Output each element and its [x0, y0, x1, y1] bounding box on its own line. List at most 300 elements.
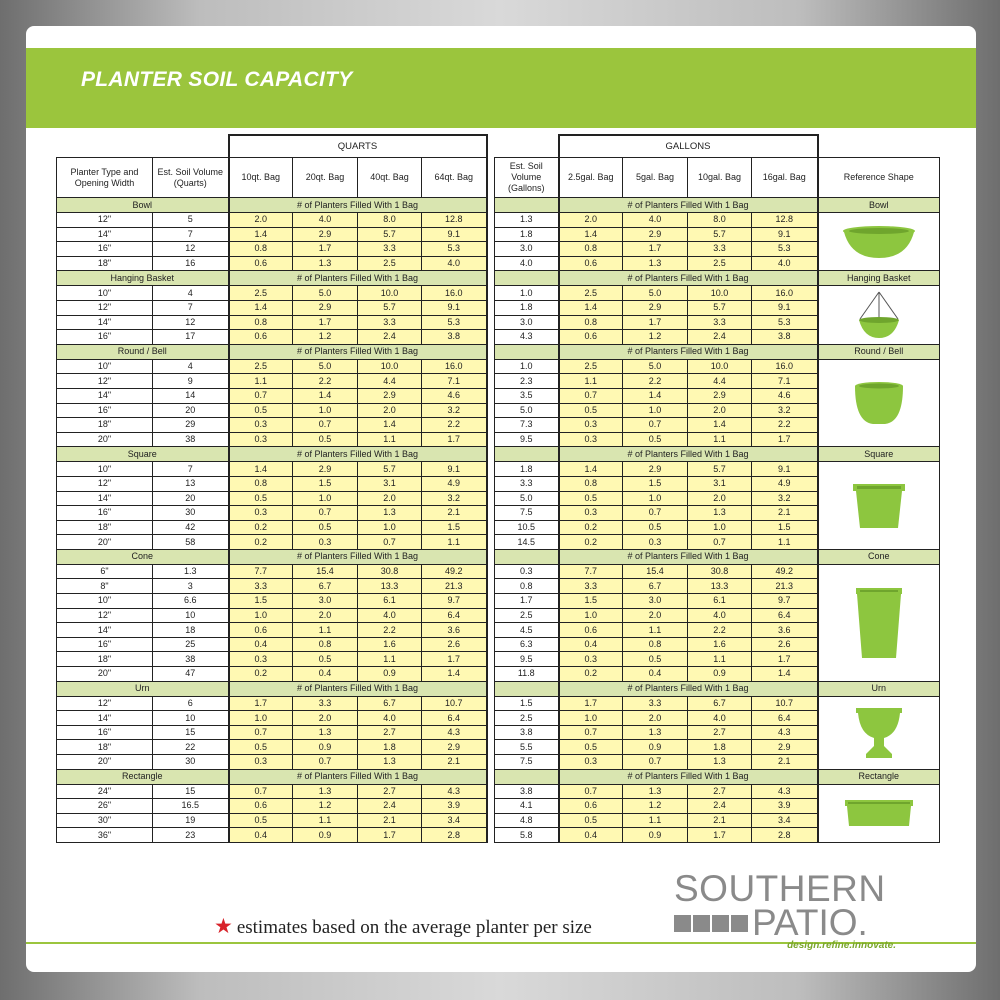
opening-width: 12": [57, 300, 153, 315]
soil-volume-gallons: 5.0: [495, 403, 559, 418]
planters-filled-quart-bag: 2.6: [422, 637, 487, 652]
reference-shape-label: Hanging Basket: [818, 271, 940, 286]
table-row: [57, 564, 940, 579]
planters-filled-gallon-bag: 2.1: [688, 813, 752, 828]
logo-icons: [674, 915, 748, 932]
soil-volume-quarts: 38: [153, 432, 229, 447]
planters-filled-quart-bag: 1.8: [358, 740, 422, 755]
planters-filled-quart-bag: 10.7: [422, 696, 487, 711]
soil-volume-gallons: 3.0: [495, 242, 559, 257]
table-row: [57, 711, 940, 726]
planters-filled-gallon-bag: 0.8: [559, 476, 623, 491]
planters-filled-gallon-bag: 1.0: [623, 491, 688, 506]
page-title: PLANTER SOIL CAPACITY: [81, 68, 353, 91]
planters-filled-gallon-bag: 2.9: [752, 740, 818, 755]
planters-filled-gallon-bag: 4.0: [688, 711, 752, 726]
opening-width: 20": [57, 667, 153, 682]
soil-volume-quarts: 6: [153, 696, 229, 711]
soil-volume-gallons: 4.3: [495, 330, 559, 345]
table-row: [57, 608, 940, 623]
soil-volume-gallons: 1.3: [495, 213, 559, 228]
planters-filled-gallon-bag: 1.6: [688, 637, 752, 652]
soil-volume-gallons: 3.5: [495, 388, 559, 403]
opening-width: 20": [57, 755, 153, 770]
planters-filled-quart-bag: 0.3: [293, 535, 358, 550]
soil-volume-gallons: 11.8: [495, 667, 559, 682]
planters-filled-quart-bag: 2.1: [422, 506, 487, 521]
col-header-qt-bag: 64qt. Bag: [422, 158, 487, 198]
planters-filled-quart-bag: 0.7: [293, 755, 358, 770]
planters-filled-gallon-bag: 0.5: [559, 813, 623, 828]
table-row: [57, 256, 940, 271]
soil-volume-gallons: 7.5: [495, 506, 559, 521]
soil-volume-gallons: 5.0: [495, 491, 559, 506]
planters-filled-quart-bag: 0.5: [229, 403, 293, 418]
soil-volume-quarts: 4: [153, 286, 229, 301]
filled-label: # of Planters Filled With 1 Bag: [559, 198, 818, 213]
planters-filled-gallon-bag: 1.2: [623, 799, 688, 814]
planters-filled-gallon-bag: 0.3: [559, 755, 623, 770]
planters-filled-quart-bag: 6.7: [358, 696, 422, 711]
planters-filled-gallon-bag: 10.7: [752, 696, 818, 711]
planters-filled-quart-bag: 2.0: [229, 213, 293, 228]
planters-filled-quart-bag: 16.0: [422, 286, 487, 301]
planters-filled-gallon-bag: 4.3: [752, 784, 818, 799]
opening-width: 16": [57, 506, 153, 521]
soil-volume-quarts: 29: [153, 418, 229, 433]
planters-filled-gallon-bag: 5.3: [752, 242, 818, 257]
planters-filled-quart-bag: 16.0: [422, 359, 487, 374]
planters-filled-gallon-bag: 4.0: [623, 213, 688, 228]
planters-filled-gallon-bag: 2.2: [752, 418, 818, 433]
planters-filled-gallon-bag: 1.0: [559, 711, 623, 726]
col-header-gal-bag: 10gal. Bag: [688, 158, 752, 198]
soil-volume-gallons: 3.8: [495, 725, 559, 740]
category-name: Rectangle: [57, 769, 229, 784]
planters-filled-quart-bag: 0.9: [358, 667, 422, 682]
planters-filled-gallon-bag: 1.5: [623, 476, 688, 491]
planters-filled-quart-bag: 5.7: [358, 227, 422, 242]
planters-filled-gallon-bag: 1.1: [623, 813, 688, 828]
planters-filled-quart-bag: 4.0: [358, 608, 422, 623]
planters-filled-gallon-bag: 0.3: [559, 418, 623, 433]
planters-filled-quart-bag: 0.8: [229, 476, 293, 491]
soil-volume-quarts: 6.6: [153, 594, 229, 609]
soil-volume-quarts: 16: [153, 256, 229, 271]
planters-filled-quart-bag: 1.5: [229, 594, 293, 609]
planters-filled-gallon-bag: 5.3: [752, 315, 818, 330]
category-row: [57, 198, 940, 213]
category-row: [57, 769, 940, 784]
soil-volume-gallons: 10.5: [495, 520, 559, 535]
planters-filled-quart-bag: 1.3: [358, 506, 422, 521]
opening-width: 10": [57, 462, 153, 477]
planters-filled-quart-bag: 0.7: [293, 506, 358, 521]
planters-filled-gallon-bag: 2.2: [688, 623, 752, 638]
soil-volume-quarts: 23: [153, 828, 229, 843]
soil-volume-quarts: 10: [153, 608, 229, 623]
soil-volume-quarts: 14: [153, 388, 229, 403]
opening-width: 18": [57, 652, 153, 667]
planters-filled-gallon-bag: 1.2: [623, 330, 688, 345]
planters-filled-quart-bag: 1.6: [358, 637, 422, 652]
col-header-gal-bag: 2.5gal. Bag: [559, 158, 623, 198]
planters-filled-quart-bag: 0.6: [229, 330, 293, 345]
round-bell-shape: [818, 359, 940, 447]
planters-filled-quart-bag: 0.3: [229, 652, 293, 667]
planters-filled-gallon-bag: 0.8: [623, 637, 688, 652]
opening-width: 14": [57, 388, 153, 403]
planters-filled-quart-bag: 1.7: [293, 242, 358, 257]
planters-filled-gallon-bag: 4.0: [688, 608, 752, 623]
opening-width: 24": [57, 784, 153, 799]
planters-filled-gallon-bag: 0.5: [623, 520, 688, 535]
planters-filled-quart-bag: 7.7: [229, 564, 293, 579]
planters-filled-gallon-bag: 0.2: [559, 535, 623, 550]
soil-volume-quarts: 17: [153, 330, 229, 345]
filled-label: # of Planters Filled With 1 Bag: [559, 344, 818, 359]
planters-filled-gallon-bag: 21.3: [752, 579, 818, 594]
planters-filled-gallon-bag: 2.1: [752, 755, 818, 770]
planters-filled-gallon-bag: 12.8: [752, 213, 818, 228]
reference-shape-label: Urn: [818, 681, 940, 696]
opening-width: 30": [57, 813, 153, 828]
planters-filled-gallon-bag: 2.1: [752, 506, 818, 521]
col-header-type: Planter Type and Opening Width: [57, 158, 153, 198]
soil-volume-gallons: 1.7: [495, 594, 559, 609]
planters-filled-quart-bag: 4.0: [293, 213, 358, 228]
planters-filled-quart-bag: 9.1: [422, 300, 487, 315]
planters-filled-gallon-bag: 2.6: [752, 637, 818, 652]
soil-volume-quarts: 22: [153, 740, 229, 755]
planters-filled-gallon-bag: 5.7: [688, 462, 752, 477]
opening-width: 20": [57, 535, 153, 550]
soil-volume-quarts: 10: [153, 711, 229, 726]
planters-filled-gallon-bag: 0.5: [559, 740, 623, 755]
planters-filled-gallon-bag: 1.1: [623, 623, 688, 638]
planters-filled-gallon-bag: 0.3: [623, 535, 688, 550]
soil-volume-quarts: 30: [153, 506, 229, 521]
planters-filled-quart-bag: 2.5: [229, 359, 293, 374]
quarts-group-header: QUARTS: [229, 135, 487, 158]
table-row: [57, 725, 940, 740]
planters-filled-gallon-bag: 1.7: [752, 652, 818, 667]
planters-filled-quart-bag: 1.1: [293, 813, 358, 828]
planters-filled-quart-bag: 2.0: [293, 711, 358, 726]
col-header-qt-bag: 10qt. Bag: [229, 158, 293, 198]
planters-filled-gallon-bag: 3.9: [752, 799, 818, 814]
opening-width: 26": [57, 799, 153, 814]
sun-icon: [712, 915, 729, 932]
table-row: [57, 696, 940, 711]
planters-filled-gallon-bag: 2.7: [688, 725, 752, 740]
soil-volume-gallons: 4.0: [495, 256, 559, 271]
planters-filled-quart-bag: 0.7: [229, 388, 293, 403]
planters-filled-quart-bag: 0.3: [229, 432, 293, 447]
planters-filled-quart-bag: 30.8: [358, 564, 422, 579]
opening-width: 12": [57, 213, 153, 228]
planters-filled-gallon-bag: 0.7: [559, 725, 623, 740]
planters-filled-quart-bag: 0.2: [229, 535, 293, 550]
planters-filled-gallon-bag: 2.0: [623, 711, 688, 726]
soil-volume-quarts: 58: [153, 535, 229, 550]
opening-width: 20": [57, 432, 153, 447]
planters-filled-quart-bag: 5.7: [358, 300, 422, 315]
planters-filled-gallon-bag: 0.7: [623, 506, 688, 521]
planters-filled-quart-bag: 9.7: [422, 594, 487, 609]
planters-filled-quart-bag: 2.9: [293, 300, 358, 315]
soil-volume-quarts: 12: [153, 315, 229, 330]
planters-filled-gallon-bag: 8.0: [688, 213, 752, 228]
opening-width: 16": [57, 403, 153, 418]
planters-filled-gallon-bag: 0.4: [623, 667, 688, 682]
table-row: [57, 637, 940, 652]
soil-volume-gallons: 4.8: [495, 813, 559, 828]
table-row: [57, 213, 940, 228]
col-header-gal-bag: 5gal. Bag: [623, 158, 688, 198]
opening-width: 12": [57, 608, 153, 623]
planters-filled-gallon-bag: 0.9: [623, 740, 688, 755]
planters-filled-gallon-bag: 1.0: [559, 608, 623, 623]
logo-line1: SOUTHERN: [674, 868, 886, 909]
planters-filled-gallon-bag: 6.7: [623, 579, 688, 594]
opening-width: 14": [57, 623, 153, 638]
planters-filled-gallon-bag: 49.2: [752, 564, 818, 579]
table-row: [57, 813, 940, 828]
planters-filled-quart-bag: 0.3: [229, 418, 293, 433]
planters-filled-gallon-bag: 2.4: [688, 330, 752, 345]
planters-filled-gallon-bag: 4.4: [688, 374, 752, 389]
planters-filled-quart-bag: 2.0: [293, 608, 358, 623]
planters-filled-gallon-bag: 0.6: [559, 256, 623, 271]
planters-filled-quart-bag: 1.3: [358, 755, 422, 770]
planters-filled-quart-bag: 15.4: [293, 564, 358, 579]
planters-filled-gallon-bag: 4.6: [752, 388, 818, 403]
planters-filled-gallon-bag: 0.3: [559, 506, 623, 521]
planters-filled-quart-bag: 2.0: [358, 491, 422, 506]
planters-filled-quart-bag: 2.4: [358, 330, 422, 345]
planters-filled-gallon-bag: 0.2: [559, 667, 623, 682]
table-row: [57, 579, 940, 594]
soil-volume-quarts: 15: [153, 784, 229, 799]
planters-filled-quart-bag: 2.1: [358, 813, 422, 828]
planters-filled-gallon-bag: 10.0: [688, 359, 752, 374]
planters-filled-quart-bag: 5.7: [358, 462, 422, 477]
square-shape: [818, 462, 940, 550]
planters-filled-gallon-bag: 1.7: [623, 315, 688, 330]
planters-filled-gallon-bag: 1.5: [559, 594, 623, 609]
reference-shape-label: Bowl: [818, 198, 940, 213]
planters-filled-gallon-bag: 30.8: [688, 564, 752, 579]
soil-volume-gallons: 6.3: [495, 637, 559, 652]
planters-filled-quart-bag: 2.0: [358, 403, 422, 418]
planters-filled-gallon-bag: 9.7: [752, 594, 818, 609]
planters-filled-gallon-bag: 9.1: [752, 462, 818, 477]
planters-filled-gallon-bag: 1.3: [688, 755, 752, 770]
planters-filled-quart-bag: 2.8: [422, 828, 487, 843]
planters-filled-gallon-bag: 0.4: [559, 828, 623, 843]
planters-filled-gallon-bag: 1.8: [688, 740, 752, 755]
planters-filled-quart-bag: 1.4: [229, 300, 293, 315]
category-name: Cone: [57, 549, 229, 564]
planters-filled-gallon-bag: 15.4: [623, 564, 688, 579]
planters-filled-gallon-bag: 4.9: [752, 476, 818, 491]
planters-filled-gallon-bag: 0.3: [559, 432, 623, 447]
opening-width: 14": [57, 491, 153, 506]
planters-filled-gallon-bag: 4.3: [752, 725, 818, 740]
soil-volume-gallons: 4.5: [495, 623, 559, 638]
planters-filled-gallon-bag: 0.7: [623, 755, 688, 770]
gallons-group-header: GALLONS: [559, 135, 818, 158]
rectangle-shape: [818, 784, 940, 842]
category-name: Round / Bell: [57, 344, 229, 359]
planters-filled-quart-bag: 3.3: [358, 315, 422, 330]
planters-filled-quart-bag: 0.5: [229, 740, 293, 755]
soil-volume-quarts: 7: [153, 227, 229, 242]
opening-width: 8": [57, 579, 153, 594]
category-name: Square: [57, 447, 229, 462]
soil-volume-quarts: 3: [153, 579, 229, 594]
category-row: [57, 271, 940, 286]
planters-filled-gallon-bag: 2.9: [623, 227, 688, 242]
planters-filled-gallon-bag: 0.6: [559, 623, 623, 638]
table-row: [57, 227, 940, 242]
table-row: [57, 462, 940, 477]
planters-filled-gallon-bag: 2.9: [623, 300, 688, 315]
planters-filled-quart-bag: 0.3: [229, 755, 293, 770]
planters-filled-quart-bag: 0.5: [293, 432, 358, 447]
planters-filled-quart-bag: 0.8: [293, 637, 358, 652]
planters-filled-quart-bag: 10.0: [358, 359, 422, 374]
category-name: Hanging Basket: [57, 271, 229, 286]
reference-shape-label: Cone: [818, 549, 940, 564]
table-row: [57, 799, 940, 814]
planters-filled-quart-bag: 0.9: [293, 828, 358, 843]
planters-filled-quart-bag: 0.4: [229, 828, 293, 843]
table-row: [57, 667, 940, 682]
category-row: [57, 447, 940, 462]
planters-filled-gallon-bag: 3.3: [688, 242, 752, 257]
planters-filled-quart-bag: 2.9: [293, 462, 358, 477]
planters-filled-gallon-bag: 1.0: [688, 520, 752, 535]
planters-filled-gallon-bag: 1.4: [559, 462, 623, 477]
planters-filled-quart-bag: 3.3: [358, 242, 422, 257]
planters-filled-quart-bag: 6.7: [293, 579, 358, 594]
planters-filled-quart-bag: 0.6: [229, 623, 293, 638]
opening-width: 14": [57, 315, 153, 330]
planters-filled-gallon-bag: 2.0: [623, 608, 688, 623]
planters-filled-quart-bag: 2.5: [229, 286, 293, 301]
planters-filled-gallon-bag: 0.8: [559, 315, 623, 330]
planters-filled-gallon-bag: 2.0: [688, 491, 752, 506]
planters-filled-gallon-bag: 0.5: [559, 491, 623, 506]
planters-filled-quart-bag: 8.0: [358, 213, 422, 228]
planters-filled-gallon-bag: 7.1: [752, 374, 818, 389]
planters-filled-gallon-bag: 0.2: [559, 520, 623, 535]
planters-filled-gallon-bag: 6.4: [752, 711, 818, 726]
planters-filled-quart-bag: 1.1: [358, 432, 422, 447]
opening-width: 18": [57, 418, 153, 433]
planters-filled-gallon-bag: 0.4: [559, 637, 623, 652]
col-header-soil-quarts: Est. Soil Volume (Quarts): [153, 158, 229, 198]
hanging-basket-shape: [818, 286, 940, 344]
planters-filled-quart-bag: 13.3: [358, 579, 422, 594]
soil-volume-gallons: 1.8: [495, 227, 559, 242]
planters-filled-gallon-bag: 0.3: [559, 652, 623, 667]
planters-filled-quart-bag: 3.2: [422, 403, 487, 418]
planters-filled-quart-bag: 5.3: [422, 242, 487, 257]
logo-line2: PATIO.: [752, 902, 868, 943]
filled-label: # of Planters Filled With 1 Bag: [559, 681, 818, 696]
planters-filled-quart-bag: 4.6: [422, 388, 487, 403]
planters-filled-quart-bag: 9.1: [422, 227, 487, 242]
filled-label: # of Planters Filled With 1 Bag: [229, 198, 487, 213]
planters-filled-gallon-bag: 2.2: [623, 374, 688, 389]
planters-filled-quart-bag: 0.7: [293, 418, 358, 433]
planters-filled-quart-bag: 0.7: [358, 535, 422, 550]
soil-volume-quarts: 12: [153, 242, 229, 257]
planters-filled-gallon-bag: 0.9: [623, 828, 688, 843]
planters-filled-gallon-bag: 4.0: [752, 256, 818, 271]
planters-filled-gallon-bag: 2.9: [623, 462, 688, 477]
table-row: [57, 432, 940, 447]
planters-filled-quart-bag: 6.4: [422, 711, 487, 726]
filled-label: # of Planters Filled With 1 Bag: [229, 344, 487, 359]
planters-filled-quart-bag: 6.1: [358, 594, 422, 609]
planters-filled-quart-bag: 4.3: [422, 784, 487, 799]
table-row: [57, 476, 940, 491]
planters-filled-quart-bag: 0.5: [293, 520, 358, 535]
soil-volume-gallons: 9.5: [495, 652, 559, 667]
category-name: Urn: [57, 681, 229, 696]
opening-width: 18": [57, 520, 153, 535]
table-row: [57, 330, 940, 345]
planters-filled-gallon-bag: 0.7: [559, 388, 623, 403]
planters-filled-quart-bag: 4.9: [422, 476, 487, 491]
planters-filled-gallon-bag: 3.4: [752, 813, 818, 828]
planters-filled-gallon-bag: 6.7: [688, 696, 752, 711]
planters-filled-gallon-bag: 2.5: [688, 256, 752, 271]
planters-filled-quart-bag: 2.4: [358, 799, 422, 814]
soil-volume-gallons: 0.3: [495, 564, 559, 579]
table-row: [57, 594, 940, 609]
planters-filled-quart-bag: 1.1: [422, 535, 487, 550]
table-row: [57, 652, 940, 667]
soil-volume-gallons: 1.0: [495, 286, 559, 301]
planters-filled-quart-bag: 0.8: [229, 315, 293, 330]
planters-filled-quart-bag: 1.4: [229, 227, 293, 242]
soil-volume-quarts: 5: [153, 213, 229, 228]
planters-filled-gallon-bag: 0.7: [688, 535, 752, 550]
col-header-gal-bag: 16gal. Bag: [752, 158, 818, 198]
planters-filled-quart-bag: 1.3: [293, 725, 358, 740]
planters-filled-quart-bag: 1.0: [229, 608, 293, 623]
table-row: [57, 359, 940, 374]
planters-filled-quart-bag: 0.7: [229, 725, 293, 740]
reference-shape-label: Square: [818, 447, 940, 462]
planters-filled-quart-bag: 0.6: [229, 256, 293, 271]
planters-filled-gallon-bag: 1.3: [623, 256, 688, 271]
opening-width: 6": [57, 564, 153, 579]
planters-filled-gallon-bag: 1.4: [559, 300, 623, 315]
filled-label: # of Planters Filled With 1 Bag: [559, 271, 818, 286]
soil-volume-quarts: 7: [153, 300, 229, 315]
brand-logo: [674, 868, 924, 951]
planters-filled-quart-bag: 0.2: [229, 520, 293, 535]
planters-filled-quart-bag: 2.2: [422, 418, 487, 433]
soil-volume-quarts: 16.5: [153, 799, 229, 814]
planters-filled-gallon-bag: 7.7: [559, 564, 623, 579]
